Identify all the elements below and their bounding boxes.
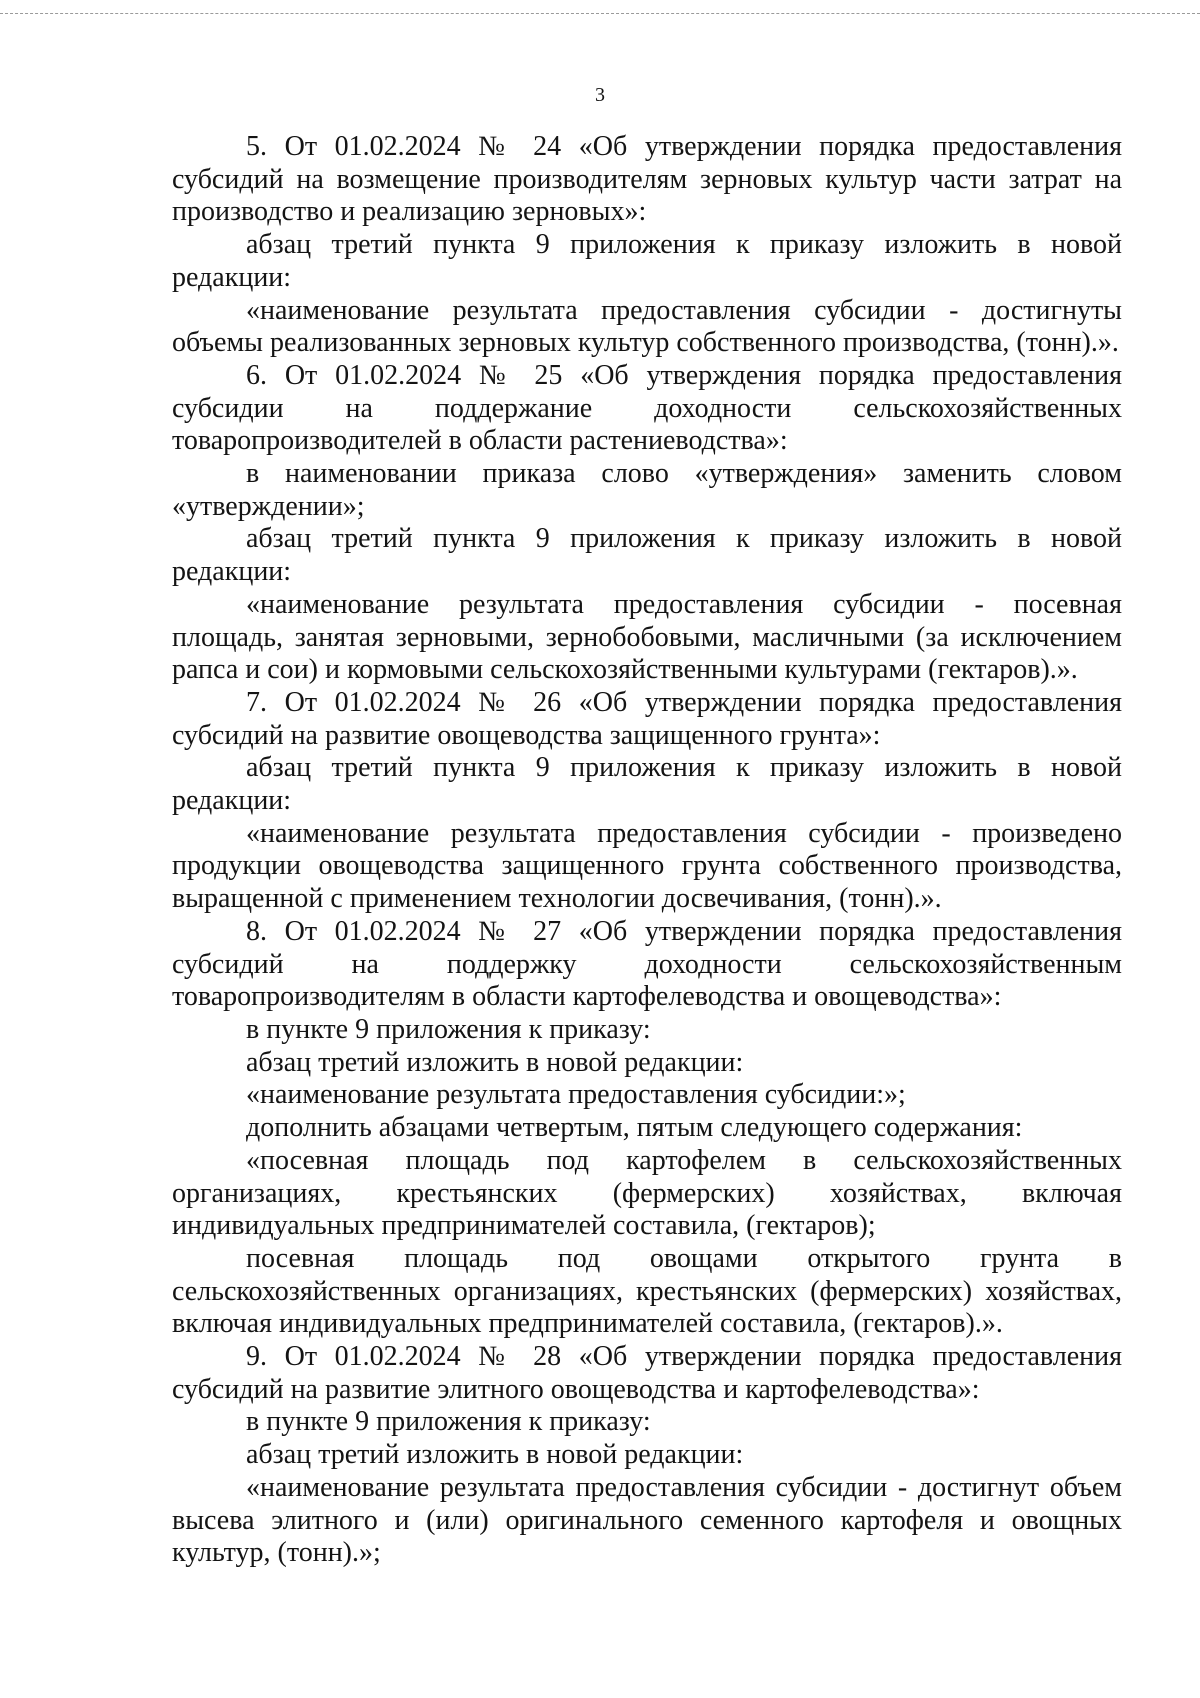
document-body <box>172 131 1122 1570</box>
item-8-instruction: абзац третий изложить в новой редакции: <box>246 1046 744 1078</box>
item-8-paragraph-4: «посевная площадь под картофелем в сельскохозяйственных организациях, крестьянских (фермерских) хозяйствах, включая индивидуальных предпринимателей составила, (гектаров); <box>172 1144 1122 1242</box>
item-9-point: в пункте 9 приложения к приказу: <box>246 1406 651 1438</box>
item-6-instruction: абзац третий пункта 9 приложения к приказу изложить в новой редакции: <box>172 523 1122 588</box>
item-5-heading: 5. От 01.02.2024 № 24 «Об утверждении порядка предоставления субсидий на возмещение производителям зерновых культур части затрат на производство и реализацию зерновых»: <box>172 131 1122 228</box>
item-8-new-text: «наименование результата предоставления субсидии:»; <box>246 1079 906 1111</box>
item-5-instruction: абзац третий пункта 9 приложения к приказу изложить в новой редакции: <box>172 229 1122 293</box>
item-5-new-text: «наименование результата предоставления субсидии - достигнуты объемы реализованных зерновых культур собственного производства, (тонн).». <box>172 294 1122 359</box>
item-8-heading: 8. От 01.02.2024 № 27 «Об утверждении порядка предоставления субсидий на поддержку доходности сельскохозяйственным товаропроизводителям в области картофелеводства и овощеводства»: <box>172 915 1122 1013</box>
page-number: 3 <box>595 84 605 106</box>
item-6-heading: 6. От 01.02.2024 № 25 «Об утверждения порядка предоставления субсидии на поддержание доходности сельскохозяйственных товаропроизводителей в области растениеводства»: <box>172 359 1122 457</box>
scan-top-edge <box>0 13 1200 14</box>
item-9-heading: 9. От 01.02.2024 № 28 «Об утверждении порядка предоставления субсидий на развитие элитного овощеводства и картофелеводства»: <box>172 1341 1122 1405</box>
item-7-instruction: абзац третий пункта 9 приложения к приказу изложить в новой редакции: <box>172 752 1122 817</box>
item-7-new-text: «наименование результата предоставления субсидии - произведено продукции овощеводства защищенного грунта собственного производства, выращенной с применением технологии досвечивания, (тонн).». <box>172 817 1122 915</box>
item-7-heading: 7. От 01.02.2024 № 26 «Об утверждении порядка предоставления субсидий на развитие овощеводства защищенного грунта»: <box>172 686 1122 751</box>
item-9-new-text: «наименование результата предоставления субсидии - достигнут объем высева элитного и (или) оригинального семенного картофеля и овощных культур, (тонн).»; <box>172 1471 1122 1569</box>
item-6-title-change: в наименовании приказа слово «утверждения» заменить словом «утверждении»; <box>172 458 1122 522</box>
item-6-new-text: «наименование результата предоставления субсидии - посевная площадь, занятая зерновыми, зернобобовыми, масличными (за исключением рапса и сои) и кормовыми сельскохозяйственными культурами (гектаров).». <box>172 588 1122 686</box>
item-9-instruction: абзац третий изложить в новой редакции: <box>246 1439 744 1471</box>
item-8-point: в пункте 9 приложения к приказу: <box>246 1013 651 1045</box>
item-8-paragraph-5: посевная площадь под овощами открытого грунта в сельскохозяйственных организациях, крестьянских (фермерских) хозяйствах, включая индивидуальных предпринимателей составила, (гектаров).». <box>172 1242 1122 1340</box>
item-8-supplement: дополнить абзацами четвертым, пятым следующего содержания: <box>246 1112 1023 1144</box>
